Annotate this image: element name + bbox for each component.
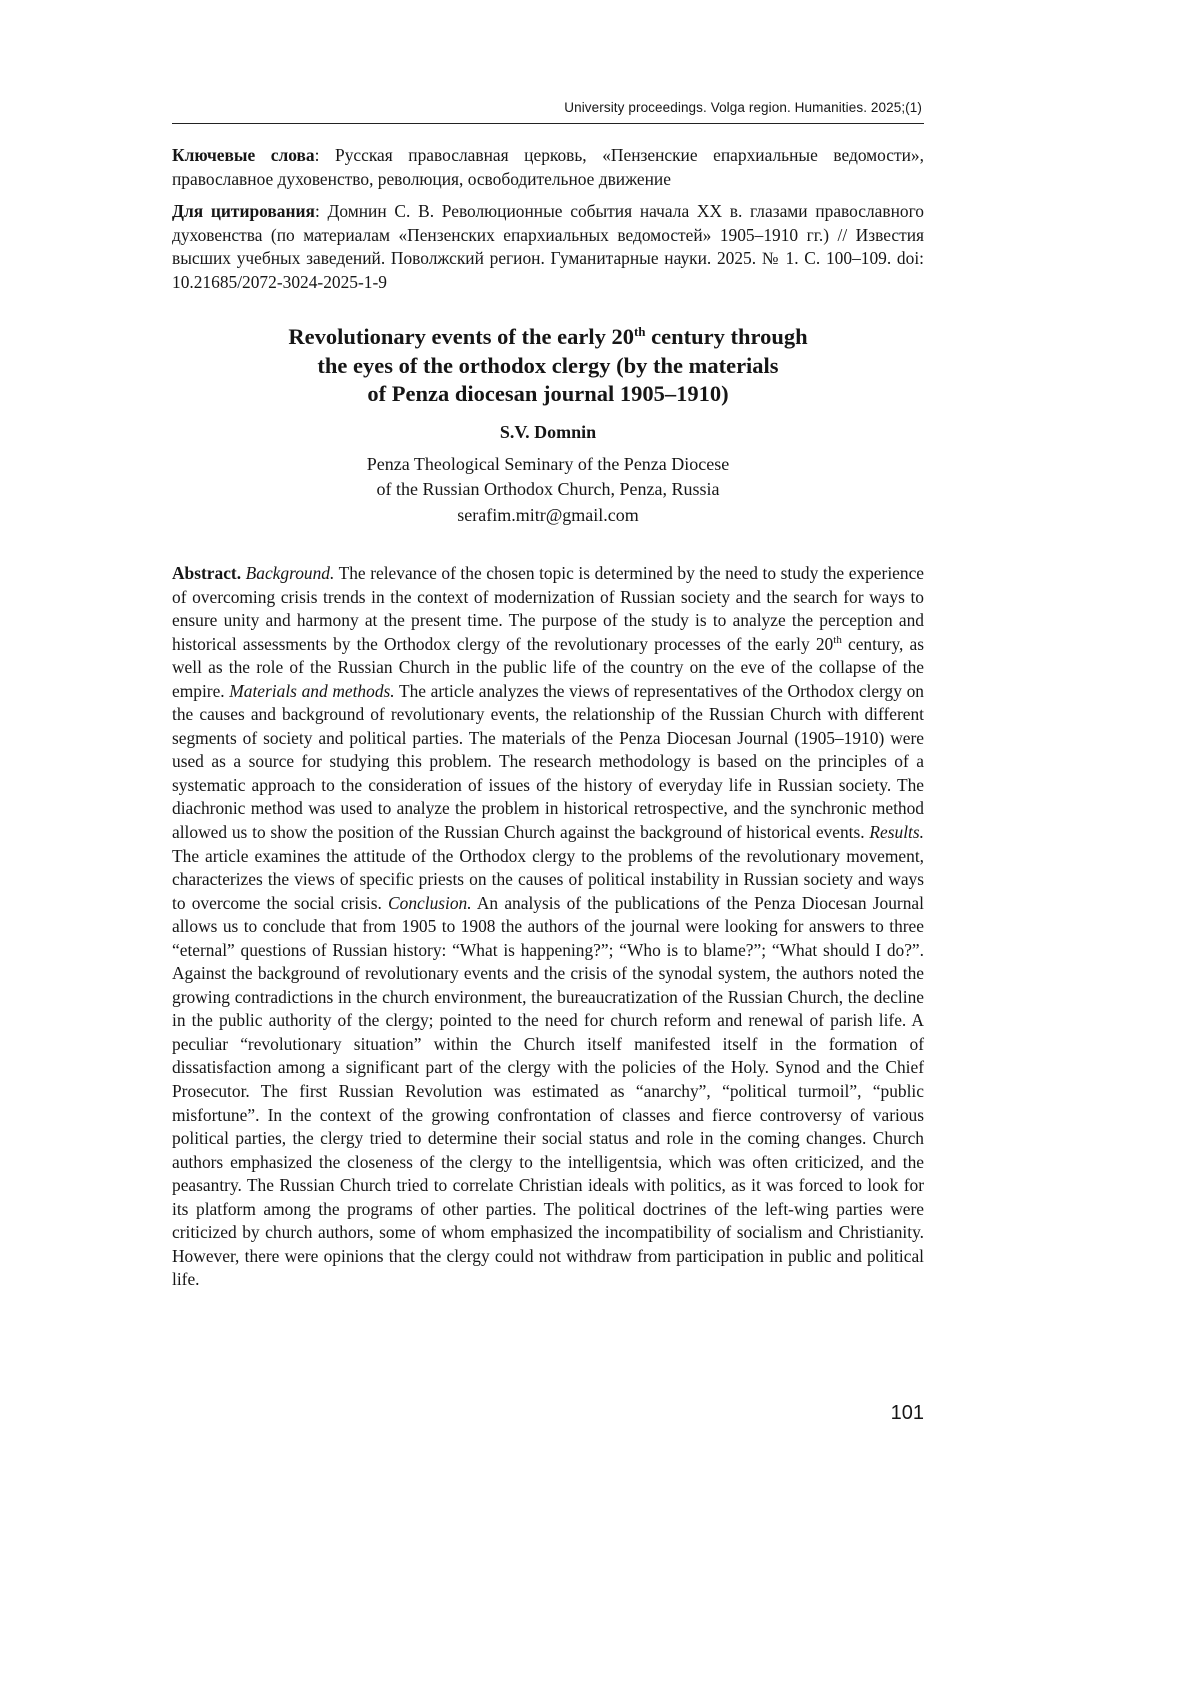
header-rule [172, 123, 924, 124]
methods-text: The article analyzes the views of representatives of the Orthodox clergy on the causes and background of revolutionary events, the relationship of the Russian Church with different segments of society and political parties. The materials of the Penza Diocesan Journal (1905–1910) were used as a source for studying this problem. The research methodology is based on the principles of a systematic approach to the consideration of issues of the history of everyday life in Russian society. The diachronic method was used to analyze the problem in historical retrospective, and the synchronic method allowed us to show the position of the Russian Church against the background of historical events. [172, 680, 924, 843]
abstract-paragraph [172, 562, 924, 1292]
keywords-text: : Русская православная церковь, «Пензенские епархиальные ведомости», православное духовенство, революция, освободительное движение [172, 145, 924, 189]
citation-label: Для цитирования [172, 201, 315, 221]
background-superscript: th [833, 633, 842, 646]
page-number: 101 [890, 1402, 924, 1424]
title-line-1 [172, 323, 924, 352]
keywords-label: Ключевые слова [172, 145, 315, 165]
author-name: S.V. Domnin [499, 422, 597, 442]
abstract-label: Abstract. [172, 563, 242, 583]
article-title [172, 323, 924, 409]
keywords-paragraph [172, 144, 924, 191]
title-part-2: century through [645, 324, 808, 349]
citation-text: : Домнин С. В. Революционные события начала XX в. глазами православного духовенства (по материалам «Пензенских епархиальных ведомостей» 1905–1910 гг.) // Известия высших учебных заведений. Поволжский регион. Гуманитарные науки. 2025. № 1. С. 100–109. doi: 10.21685/2072-3024-2025-1-9 [172, 201, 924, 292]
title-superscript: th [633, 324, 646, 339]
results-text: The article examines the attitude of the Orthodox clergy to the problems of the revolutionary movement, characterizes the views of specific priests on the causes of political instability in Russian society and ways to overcome the social crisis. [172, 845, 924, 913]
author-email: serafim.mitr@gmail.com [457, 505, 639, 525]
background-text-a: The relevance of the chosen topic is determined by the need to study the experience of overcoming crisis trends in the context of modernization of Russian society and the search for ways to ensure unity and harmony at the present time. The purpose of the study is to analyze the perception and historical assessments by the Orthodox clergy of the revolutionary processes of the early 20 [172, 563, 925, 654]
affiliation [172, 452, 924, 502]
background-text-b: century, as well as the role of the Russian Church in the public life of the country on the eve of the collapse of the empire. [172, 633, 925, 701]
running-header: University proceedings. Volga region. Humanities. 2025;(1) [564, 100, 922, 115]
title-part-1: Revolutionary events of the early 20 [288, 324, 634, 349]
title-line-3: of Penza diocesan journal 1905–1910) [367, 381, 729, 406]
title-line-2: the eyes of the orthodox clergy (by the materials [317, 352, 779, 378]
conclusion-text: An analysis of the publications of the Penza Diocesan Journal allows us to conclude that from 1905 to 1908 the authors of the journal were looking for answers to three “eternal” questions of Russian history: “What is happening?”; “Who is to blame?”; “What should I do?”. Against the background of revolutionary events and the crisis of the synodal system, the authors noted the growing contradictions in the church environment, the bureaucratization of the Russian Church, the decline in the public authority of the clergy; pointed to the need for church reform and renewal of parish life. A peculiar “revolutionary situation” within the Church itself manifested itself in the formation of dissatisfaction among a significant part of the clergy with the policies of the Holy. Synod and the Chief Prosecutor. The first Russian Revolution was estimated as “anarchy”, “political turmoil”, “public misfortune”. In the context of the growing confrontation of classes and fierce controversy of various political parties, the clergy tried to determine their social status and role in the coming changes. Church authors emphasized the closeness of the clergy to the intelligentsia, which was often criticized, and the peasantry. The Russian Church tried to correlate Christian ideals with politics, as it was forced to look for its platform among the programs of other parties. The political doctrines of the left-wing parties were criticized by church authors, some of whom emphasized the incompatibility of socialism and Christianity. However, there were opinions that the clergy could not withdraw from participation in public and political life. [172, 892, 924, 1290]
conclusion-label: Conclusion. [388, 892, 472, 913]
results-label: Results. [869, 822, 925, 843]
citation-paragraph [172, 200, 924, 294]
methods-label: Materials and methods. [229, 680, 395, 701]
affiliation-line-1: Penza Theological Seminary of the Penza Diocese [366, 454, 730, 474]
background-label: Background. [245, 563, 335, 583]
affiliation-line-2: of the Russian Orthodox Church, Penza, Russia [376, 479, 720, 499]
